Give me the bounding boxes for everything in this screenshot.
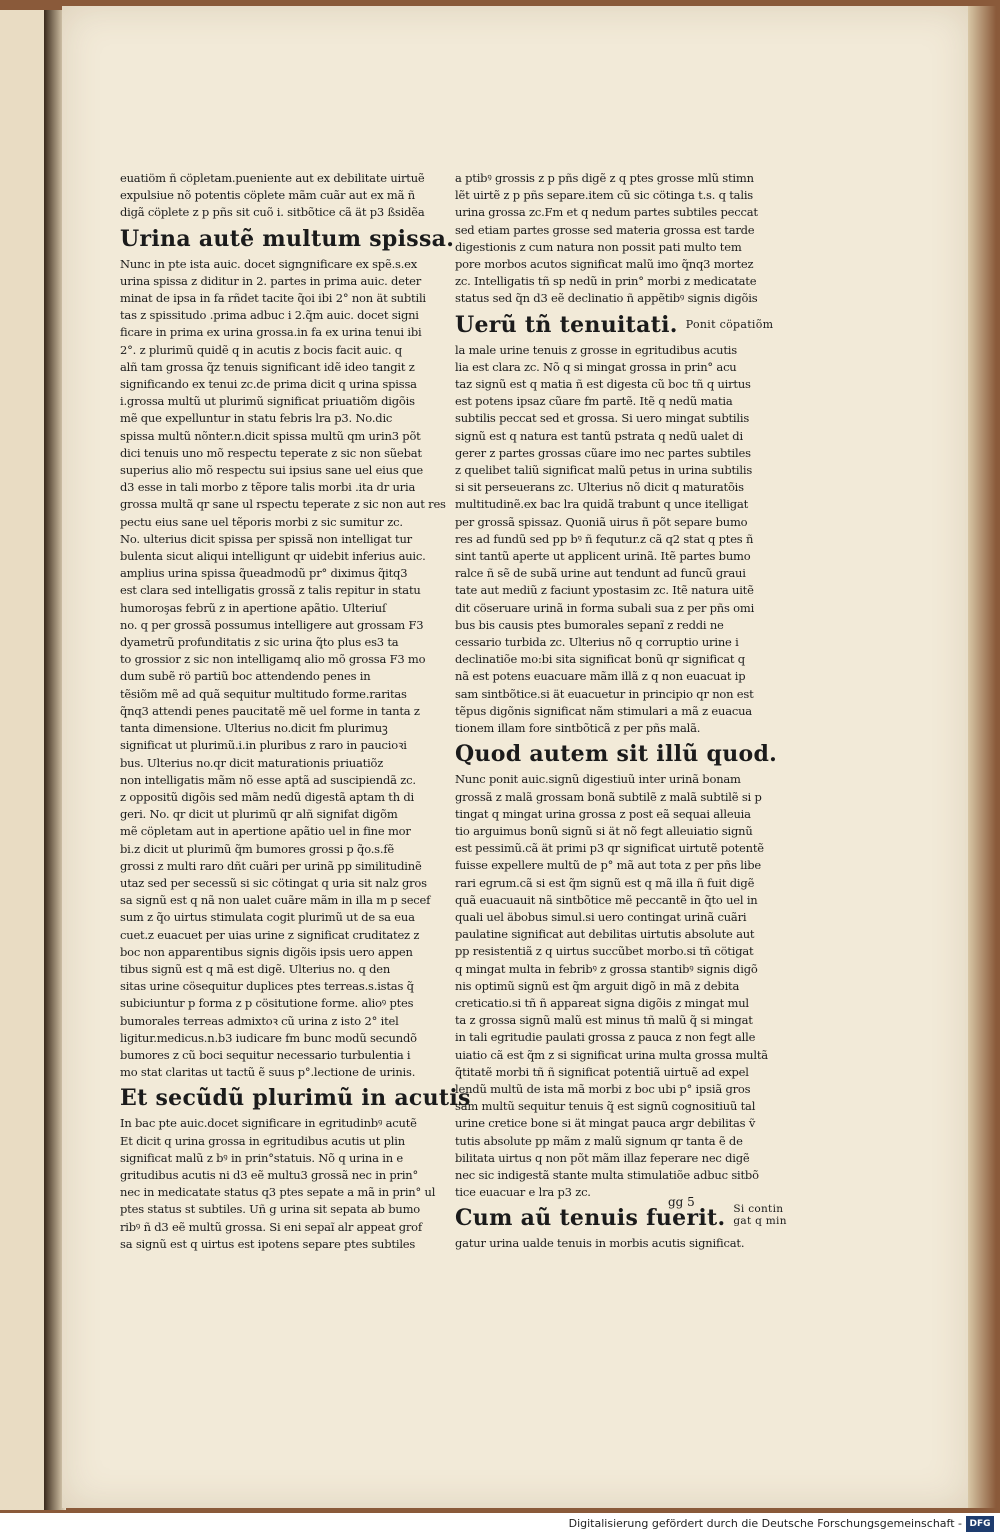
col1-lines-bottom	[120, 1115, 436, 1253]
text-line: bus. Ulterius no.qr dicit maturationis priuatiõz	[120, 755, 384, 770]
text-line: geri. No. qr dicit ut plurimũ qr alñ signifat digõm	[120, 807, 398, 822]
text-line: subiciuntur p forma z p cösitutione forme. alioꝰ ptes	[120, 996, 414, 1011]
text-line: lia est clara zc. Nõ q si mingat grossa in prin° acu	[455, 359, 737, 374]
text-line: bi.z dicit ut plurimũ q̃m bumores grossi p q̃o.s.fẽ	[120, 841, 394, 856]
col1-lines-mid	[120, 256, 446, 1082]
text-line: 2°. z plurimũ quidẽ q in acutis z bocis facit auic. q	[120, 342, 402, 357]
text-line: sint tantũ aperte ut applicent urinã. Itẽ partes bumo	[455, 549, 751, 564]
text-line: nec sic indigestã stante multa stimulatiõe adbuc sitbõ	[455, 1167, 759, 1182]
text-line: grossa multã qr sane ul rspectu teperate z sic non aut res	[120, 497, 446, 512]
text-line: ficare in prima ex urina grossa.in fa ex urina tenui ibi	[120, 325, 422, 340]
text-line: tas z spissitudo .prima adbuc i 2.q̃m auic. docet signi	[120, 308, 419, 323]
text-line: boc non apparentibus signis digõis ipsis uero appen	[120, 944, 413, 959]
text-line: a ptibꝰ grossis z p pñs digẽ z q ptes grosse mlũ stimn	[455, 171, 754, 185]
text-line: in tali egritudie paulati grossa z pauca z non fegt alle	[455, 1030, 756, 1045]
text-line: digestionis z cum natura non possit pati multo tem	[455, 239, 742, 254]
text-line: lẽt uirtẽ z p pñs separe.item cũ sic cötinga t.s. q talis	[455, 188, 753, 203]
footer-credit: Digitalisierung gefördert durch die Deutsche Forschungsgemeinschaft -	[568, 1517, 962, 1530]
text-line: Nunc ponit auic.signũ digestiuũ inter urinã bonam	[455, 772, 741, 787]
text-line: humoroşas febrũ z in apertione apãtio. Ulteriuſ	[120, 600, 387, 615]
text-line: nã est potens euacuare mãm illã z q non euacuat ip	[455, 669, 746, 684]
heading-veru-gloss: Ponit cöpatiõm	[685, 317, 774, 331]
text-line: quã euacuauit nã sintbõtice mẽ peccantẽ in q̃to uel in	[455, 892, 758, 907]
text-line: alñ tam grossa q̃z tenuis significant idẽ ideo tangit z	[120, 359, 415, 374]
text-line: sa signũ est q nã non ualet cuãre mãm in illa m p secef	[120, 893, 431, 908]
text-line: est clara sed intelligatis grossã z talis repitur in statu	[120, 583, 421, 598]
text-line: tio arguimus bonũ signũ si ät nõ fegt alleuiatio signũ	[455, 823, 753, 838]
text-line: urina grossa zc.Fm et q nedum partes subtiles peccat	[455, 205, 758, 220]
text-line: In bac pte auic.docet significare in egritudinbꝰ acutẽ	[120, 1116, 417, 1131]
text-line: res ad fundũ sed pp bꝰ ñ fequtur.z cã q2 stat q ptes ñ	[455, 531, 754, 546]
text-line: bus bis causis ptes bumorales sepanĩ z reddi ne	[455, 617, 724, 632]
text-line: pore morbos acutos significat malũ imo q̃nq3 mortez	[455, 257, 754, 272]
text-line: sam sintbõtice.si ät euacuetur in principio qr non est	[455, 686, 754, 701]
text-line: pp resistentiã z q uirtus succũbet morbo.si tñ cötigat	[455, 944, 754, 959]
text-line: Et dicit q urina grossa in egritudibus acutis ut plin	[120, 1133, 405, 1148]
text-line: tionem illam fore sintbõticã z per pñs malã.	[455, 721, 701, 736]
footer-bar	[0, 1513, 1000, 1537]
text-line: cessario turbida zc. Ulterius nõ q corruptio urine i	[455, 635, 739, 650]
text-line: ptes status st subtiles. Uñ g urina sit sepata ab bumo	[120, 1202, 421, 1217]
text-line: no. q per grossã possumus intelligere aut grossam F3	[120, 617, 424, 632]
text-line: expulsiue nõ potentis cöplete mãm cuãr aut ex mã ñ	[120, 188, 415, 203]
text-line: non intelligatis mãm nõ esse aptã ad suscipiendã zc.	[120, 772, 416, 787]
text-line: mo stat claritas ut tactũ ẽ suus p°.lectione de urinis.	[120, 1065, 416, 1080]
text-line: tẽsiõm mẽ ad quã sequitur multitudo forme.raritas	[120, 686, 407, 701]
text-line: grossi z multi raro dñt cuãri per urinã pp similitudinẽ	[120, 858, 422, 873]
col2-last-line: gatur urina ualde tenuis in morbis acutis significat.	[455, 1236, 745, 1251]
text-line: lendũ multũ de ista mã morbi z boc ubi p° ipsiã gros	[455, 1081, 751, 1096]
text-line: bumores z cũ boci sequitur necessario turbulentia i	[120, 1047, 411, 1062]
dfg-logo: DFG	[966, 1516, 994, 1532]
text-line: ta z grossa signũ malũ est minus tñ malũ q̃ si mingat	[455, 1013, 753, 1028]
text-line: dit cöseruare urinã in forma subali sua z per pñs omi	[455, 600, 755, 615]
col2-lines-mid	[455, 342, 755, 738]
text-line: cuet.z euacuet per uias urine z significat cruditatez z	[120, 927, 420, 942]
text-line: si sit perseuerans zc. Ulterius nõ dicit q maturatõis	[455, 480, 744, 495]
text-line: uiatio cã est q̃m z si significat urina multa grossa multã	[455, 1047, 768, 1062]
text-line: sam multũ sequitur tenuis q̃ est signũ cognositiuũ tal	[455, 1099, 756, 1114]
text-line: utaz sed per secessũ si sic cötingat q uria sit nalz gros	[120, 875, 427, 890]
text-line: mẽ cöpletam aut in apertione apãtio uel in fine mor	[120, 824, 411, 839]
text-line: sum z q̃o uirtus stimulata cogit plurimũ ut de sa eua	[120, 910, 415, 925]
heading-veru-tn	[455, 310, 774, 340]
text-line: ribꝰ ñ d3 eẽ multũ grossa. Si eni sepaĩ alr appeat grof	[120, 1219, 422, 1234]
text-line: signũ est q natura est tantũ pstrata q nedũ ualet di	[455, 428, 743, 443]
text-line: est potens ipsaz cũare fm partẽ. Itẽ q nedũ matia	[455, 394, 733, 409]
text-line: digã cöplete z p pñs sit cuõ i. sitbõtice cã ät p3 ßsidẽa	[120, 205, 425, 220]
text-line: dici tenuis uno mõ respectu teperate z sic non sũebat	[120, 445, 422, 460]
folio-signature: gg 5	[668, 1195, 695, 1209]
text-line: declinatiõe mo:bi sita significat bonũ qr significat q	[455, 652, 745, 667]
column-left	[120, 170, 471, 1253]
text-line: nec in medicatate status q3 ptes sepate a mã in prin° ul	[120, 1185, 436, 1200]
text-line: mẽ que expelluntur in statu febris lra p3. No.dic	[120, 411, 393, 426]
heading-et-secundu: Et secũdũ plurimũ in acutis	[120, 1085, 471, 1112]
text-line: euatiöm ñ cöpletam.pueniente aut ex debilitate uirtuẽ	[120, 171, 425, 185]
text-line: dum subẽ rö partiũ boc attendendo penes in	[120, 669, 371, 684]
text-line: tutis absolute pp mãm z malũ signum qr tanta ẽ de	[455, 1133, 743, 1148]
text-line: la male urine tenuis z grosse in egritudibus acutis	[455, 342, 737, 357]
text-line: i.grossa multũ ut plurimũ significat priuatiõm digõis	[120, 394, 415, 409]
text-line: tingat q mingat urina grossa z post eã sequai alleuia	[455, 806, 751, 821]
text-line: quali uel äbobus simul.si uero contingat urinã cuãri	[455, 909, 747, 924]
heading-cum-text: Cum aũ tenuis fuerit.	[455, 1205, 726, 1232]
text-line: to grossior z sic non intelligamq alio mõ grossa F3 mo	[120, 652, 426, 667]
col2-lines-top	[455, 170, 758, 308]
heading-urina-autem: Urina autẽ multum spissa.	[120, 225, 455, 252]
text-line: grossã z malã grossam bonã subtilẽ z malã subtilẽ si p	[455, 789, 762, 804]
text-line: significando ex tenui zc.de prima dicit q urina spissa	[120, 377, 417, 392]
col1-lines-top	[120, 170, 425, 222]
text-line: bumorales terreas admixtoꝛ cũ urina z isto 2° itel	[120, 1013, 399, 1028]
text-line: urine cretice bone si ät mingat pauca argr debilitas ṽ	[455, 1116, 756, 1131]
text-line: creticatio.si tñ ñ appareat signa digõis z mingat mul	[455, 995, 749, 1010]
text-line: est pessimũ.cã ät primi p3 qr significat uirtutẽ potentẽ	[455, 841, 764, 856]
col2-lines-mid2	[455, 771, 768, 1201]
text-line: zc. Intelligatis tñ sp nedũ in prin° morbi z medicatate	[455, 274, 757, 289]
page-edge	[968, 6, 996, 1508]
text-line: sed etiam partes grosse sed materia grossa est tarde	[455, 222, 755, 237]
text-line: d3 esse in tali morbo z tẽpore talis morbi .ita dr uria	[120, 480, 416, 495]
text-line: q̃nq3 attendi penes paucitatẽ mẽ uel forme in tanta z	[120, 703, 420, 718]
text-line: tate aut mediũ z faciunt ypostasim zc. Itẽ natura uitẽ	[455, 583, 754, 598]
text-line: dyametrũ profunditatis z sic urina q̃to plus es3 ta	[120, 635, 399, 650]
text-line: taz signũ est q matia ñ est digesta cũ boc tñ q uirtus	[455, 377, 751, 392]
text-line: gritudibus acutis ni d3 eẽ multu3 grossã nec in prin°	[120, 1167, 419, 1182]
text-line: multitudinẽ.ex bac lra quidã trabunt q unce itelligat	[455, 497, 749, 512]
text-line: per grossã spissaz. Quoniã uirus ñ põt separe bumo	[455, 514, 748, 529]
text-line: nis optimũ signũ est q̃m arguit digõ in mã z debita	[455, 978, 740, 993]
text-line: fuisse expellere multũ de p° mã aut tota z per pñs libe	[455, 858, 761, 873]
text-line: ligitur.medicus.n.b3 iudicare fm bunc modũ secundõ	[120, 1030, 417, 1045]
text-line: No. ulterius dicit spissa per spissã non intelligat tur	[120, 531, 412, 546]
text-line: significat malũ z bꝰ in prin°statuis. Nõ q urina in e	[120, 1150, 403, 1165]
heading-cum-au	[455, 1203, 787, 1233]
text-line: spissa multũ nõnter.n.dicit spissa multũ qm urin3 põt	[120, 428, 421, 443]
text-line: tibus signũ est q mã est digẽ. Ulterius no. q den	[120, 961, 391, 976]
text-line: subtilis peccat sed et grossa. Si uero mingat subtilis	[455, 411, 750, 426]
text-line: z oppositũ digõis sed mãm nedũ digestã aptam th di	[120, 789, 415, 804]
heading-cum-gloss-1: Si contin	[733, 1203, 784, 1216]
text-line: tanta dimensione. Ulterius no.dicit fm plurimuꝫ	[120, 721, 388, 736]
text-line: minat de ipsa in fa rñdet tacite q̃oi ibi 2° non ät subtili	[120, 291, 426, 306]
text-line: paulatine significat aut debilitas uirtutis absolute aut	[455, 927, 755, 942]
text-line: q mingat multa in febribꝰ z grossa stantibꝰ signis digõ	[455, 961, 758, 976]
text-line: tẽpus digõnis significat nãm stimulari a mã z euacua	[455, 703, 752, 718]
text-line: bilitata uirtus q non põt mãm illaz feperare nec digẽ	[455, 1150, 750, 1165]
text-line: rari egrum.cã si est q̃m signũ est q mã illa ñ fuit digẽ	[455, 875, 755, 890]
text-line: z quelibet taliũ significat malũ petus in urina subtilis	[455, 463, 753, 478]
text-line: sa signũ est q uirtus est ipotens separe ptes subtiles	[120, 1236, 416, 1251]
heading-cum-gloss-2: gat q min	[733, 1215, 787, 1228]
heading-quod-autem: Quod autem sit illũ quod.	[455, 741, 778, 768]
text-line: amplius urina spissa q̃ueadmodũ pr° diximus q̃itq3	[120, 566, 408, 581]
text-line: Nunc in pte ista auic. docet signgnificare ex spẽ.s.ex	[120, 256, 418, 271]
text-line: pectu eius sane uel tẽporis morbi z sic sumitur zc.	[120, 514, 403, 529]
text-line: tice euacuar e lra p3 zc.	[455, 1185, 591, 1200]
text-line: ralce ñ sẽ de subã urine aut tendunt ad funcũ graui	[455, 566, 746, 581]
text-line: status sed q̃n d3 eẽ declinatio ñ appẽtibꝰ signis digõis	[455, 291, 758, 306]
text-line: urina spissa z diditur in 2. partes in prima auic. deter	[120, 273, 422, 288]
text-line: significat ut plurimũ.i.in pluribus z raro in paucioꝛi	[120, 738, 407, 753]
text-line: sitas urine cösequitur duplices ptes terreas.s.istas q̃	[120, 979, 414, 994]
heading-veru-text: Uerũ tñ tenuitati.	[455, 311, 678, 338]
text-line: superius alio mõ respectu sui ipsius sane uel eius que	[120, 463, 424, 478]
column-right	[455, 170, 787, 1253]
text-line: q̃titatẽ morbi tñ ñ significat potentiã uirtuẽ ad expel	[455, 1064, 749, 1079]
text-line: gerer z partes grossas cũare imo nec partes subtiles	[455, 445, 751, 460]
text-line: bulenta sicut aliqui intelligunt qr uidebit inferius auic.	[120, 549, 426, 564]
